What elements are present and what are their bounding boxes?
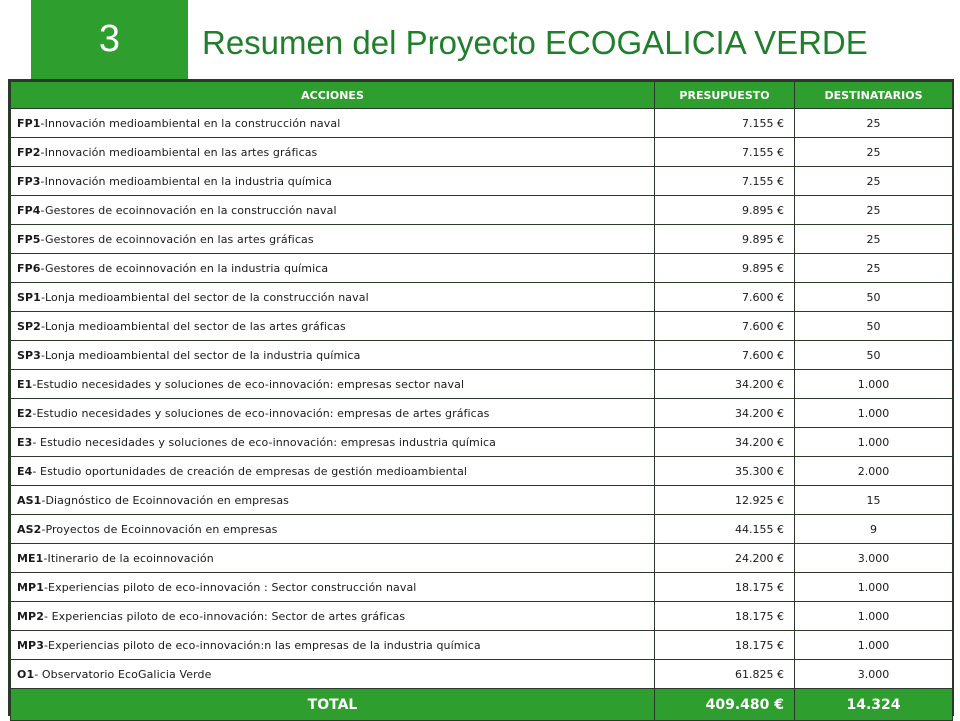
recipients-cell: 1.000 [795, 428, 953, 457]
action-cell [11, 283, 655, 312]
table-row [11, 515, 953, 544]
budget-cell: 7.600 € [655, 283, 795, 312]
recipients-cell: 25 [795, 109, 953, 138]
table-row [11, 196, 953, 225]
total-recipients: 14.324 [795, 689, 953, 721]
recipients-cell: 25 [795, 225, 953, 254]
budget-cell: 7.600 € [655, 312, 795, 341]
action-cell [11, 254, 655, 283]
budget-cell: 34.200 € [655, 399, 795, 428]
table-row [11, 399, 953, 428]
action-cell [11, 602, 655, 631]
action-code: MP1 [17, 580, 44, 594]
budget-cell: 61.825 € [655, 660, 795, 689]
total-row [11, 689, 953, 721]
action-description: - Experiencias piloto de eco-innovación: Sector de artes gráficas [43, 609, 406, 623]
budget-cell: 18.175 € [655, 631, 795, 660]
budget-cell: 9.895 € [655, 225, 795, 254]
action-description: -Lonja medioambiental del sector de la industria química [40, 348, 361, 362]
action-code: AS1 [17, 493, 42, 507]
budget-table [10, 81, 953, 721]
table-row [11, 573, 953, 602]
budget-cell: 44.155 € [655, 515, 795, 544]
table-row [11, 254, 953, 283]
table-row [11, 428, 953, 457]
budget-cell: 34.200 € [655, 428, 795, 457]
budget-cell: 24.200 € [655, 544, 795, 573]
budget-cell: 9.895 € [655, 254, 795, 283]
action-cell [11, 660, 655, 689]
action-cell [11, 631, 655, 660]
action-code: FP1 [17, 116, 41, 130]
action-code: AS2 [17, 522, 42, 536]
action-description: -Estudio necesidades y soluciones de eco-innovación: empresas sector naval [32, 377, 465, 391]
header-actions: ACCIONES [11, 82, 655, 109]
action-code: MP3 [17, 638, 44, 652]
action-description: -Innovación medioambiental en la construcción naval [40, 116, 341, 130]
action-cell [11, 138, 655, 167]
budget-cell: 12.925 € [655, 486, 795, 515]
recipients-cell: 1.000 [795, 602, 953, 631]
budget-cell: 7.155 € [655, 109, 795, 138]
recipients-cell: 50 [795, 312, 953, 341]
action-cell [11, 515, 655, 544]
action-cell [11, 544, 655, 573]
recipients-cell: 1.000 [795, 399, 953, 428]
action-cell [11, 167, 655, 196]
table-row [11, 109, 953, 138]
budget-cell: 9.895 € [655, 196, 795, 225]
budget-cell: 18.175 € [655, 602, 795, 631]
action-description: -Itinerario de la ecoinnovación [43, 551, 214, 565]
table-row [11, 283, 953, 312]
recipients-cell: 50 [795, 283, 953, 312]
action-code: SP3 [17, 348, 41, 362]
table-row [11, 631, 953, 660]
budget-cell: 35.300 € [655, 457, 795, 486]
table-row [11, 660, 953, 689]
action-cell [11, 370, 655, 399]
action-cell [11, 341, 655, 370]
action-cell [11, 486, 655, 515]
budget-cell: 34.200 € [655, 370, 795, 399]
action-code: E4 [17, 464, 33, 478]
recipients-cell: 9 [795, 515, 953, 544]
action-cell [11, 573, 655, 602]
action-code: FP4 [17, 203, 41, 217]
table-row [11, 138, 953, 167]
recipients-cell: 15 [795, 486, 953, 515]
recipients-cell: 25 [795, 254, 953, 283]
table-row [11, 167, 953, 196]
table-header-row [11, 82, 953, 109]
action-description: -Gestores de ecoinnovación en las artes gráficas [40, 232, 314, 246]
action-code: E2 [17, 406, 33, 420]
budget-cell: 7.155 € [655, 138, 795, 167]
action-cell [11, 428, 655, 457]
action-code: SP1 [17, 290, 41, 304]
recipients-cell: 50 [795, 341, 953, 370]
header-recipients: DESTINATARIOS [795, 82, 953, 109]
recipients-cell: 25 [795, 196, 953, 225]
action-code: E1 [17, 377, 33, 391]
table-row [11, 312, 953, 341]
action-description: -Experiencias piloto de eco-innovación : Sector construcción naval [43, 580, 417, 594]
recipients-cell: 3.000 [795, 544, 953, 573]
budget-cell: 7.155 € [655, 167, 795, 196]
action-cell [11, 196, 655, 225]
recipients-cell: 1.000 [795, 370, 953, 399]
action-description: -Lonja medioambiental del sector de las artes gráficas [40, 319, 346, 333]
recipients-cell: 25 [795, 138, 953, 167]
action-description: -Experiencias piloto de eco-innovación:n las empresas de la industria química [43, 638, 481, 652]
action-description: -Estudio necesidades y soluciones de eco-innovación: empresas de artes gráficas [32, 406, 490, 420]
action-cell [11, 312, 655, 341]
action-cell [11, 225, 655, 254]
action-description: -Diagnóstico de Ecoinnovación en empresas [41, 493, 289, 507]
recipients-cell: 1.000 [795, 631, 953, 660]
action-description: -Innovación medioambiental en la industria química [40, 174, 333, 188]
budget-table-frame [8, 79, 954, 716]
action-cell [11, 109, 655, 138]
table-row [11, 457, 953, 486]
action-description: - Estudio necesidades y soluciones de eco-innovación: empresas industria química [32, 435, 496, 449]
action-description: -Innovación medioambiental en las artes gráficas [40, 145, 318, 159]
table-row [11, 486, 953, 515]
table-row [11, 225, 953, 254]
table-row [11, 370, 953, 399]
header-budget: PRESUPUESTO [655, 82, 795, 109]
action-description: -Gestores de ecoinnovación en la industria química [40, 261, 329, 275]
action-code: FP6 [17, 261, 41, 275]
action-description: - Observatorio EcoGalicia Verde [34, 667, 212, 681]
action-code: E3 [17, 435, 33, 449]
action-code: ME1 [17, 551, 44, 565]
recipients-cell: 1.000 [795, 573, 953, 602]
slide-number: 3 [98, 18, 121, 60]
action-description: -Lonja medioambiental del sector de la construcción naval [40, 290, 369, 304]
action-description: -Gestores de ecoinnovación en la construcción naval [40, 203, 337, 217]
action-code: FP5 [17, 232, 41, 246]
table-row [11, 544, 953, 573]
total-label: TOTAL [11, 689, 655, 721]
table-row [11, 341, 953, 370]
action-code: SP2 [17, 319, 41, 333]
slide-number-badge [31, 0, 188, 79]
action-code: O1 [17, 667, 35, 681]
recipients-cell: 25 [795, 167, 953, 196]
action-cell [11, 457, 655, 486]
action-cell [11, 399, 655, 428]
slide-title: Resumen del Proyecto ECOGALICIA VERDE [202, 24, 868, 61]
action-description: - Estudio oportunidades de creación de empresas de gestión medioambiental [32, 464, 468, 478]
action-description: -Proyectos de Ecoinnovación en empresas [41, 522, 278, 536]
action-code: FP2 [17, 145, 41, 159]
total-budget: 409.480 € [655, 689, 795, 721]
action-code: MP2 [17, 609, 44, 623]
budget-cell: 18.175 € [655, 573, 795, 602]
table-row [11, 602, 953, 631]
recipients-cell: 3.000 [795, 660, 953, 689]
budget-cell: 7.600 € [655, 341, 795, 370]
action-code: FP3 [17, 174, 41, 188]
recipients-cell: 2.000 [795, 457, 953, 486]
